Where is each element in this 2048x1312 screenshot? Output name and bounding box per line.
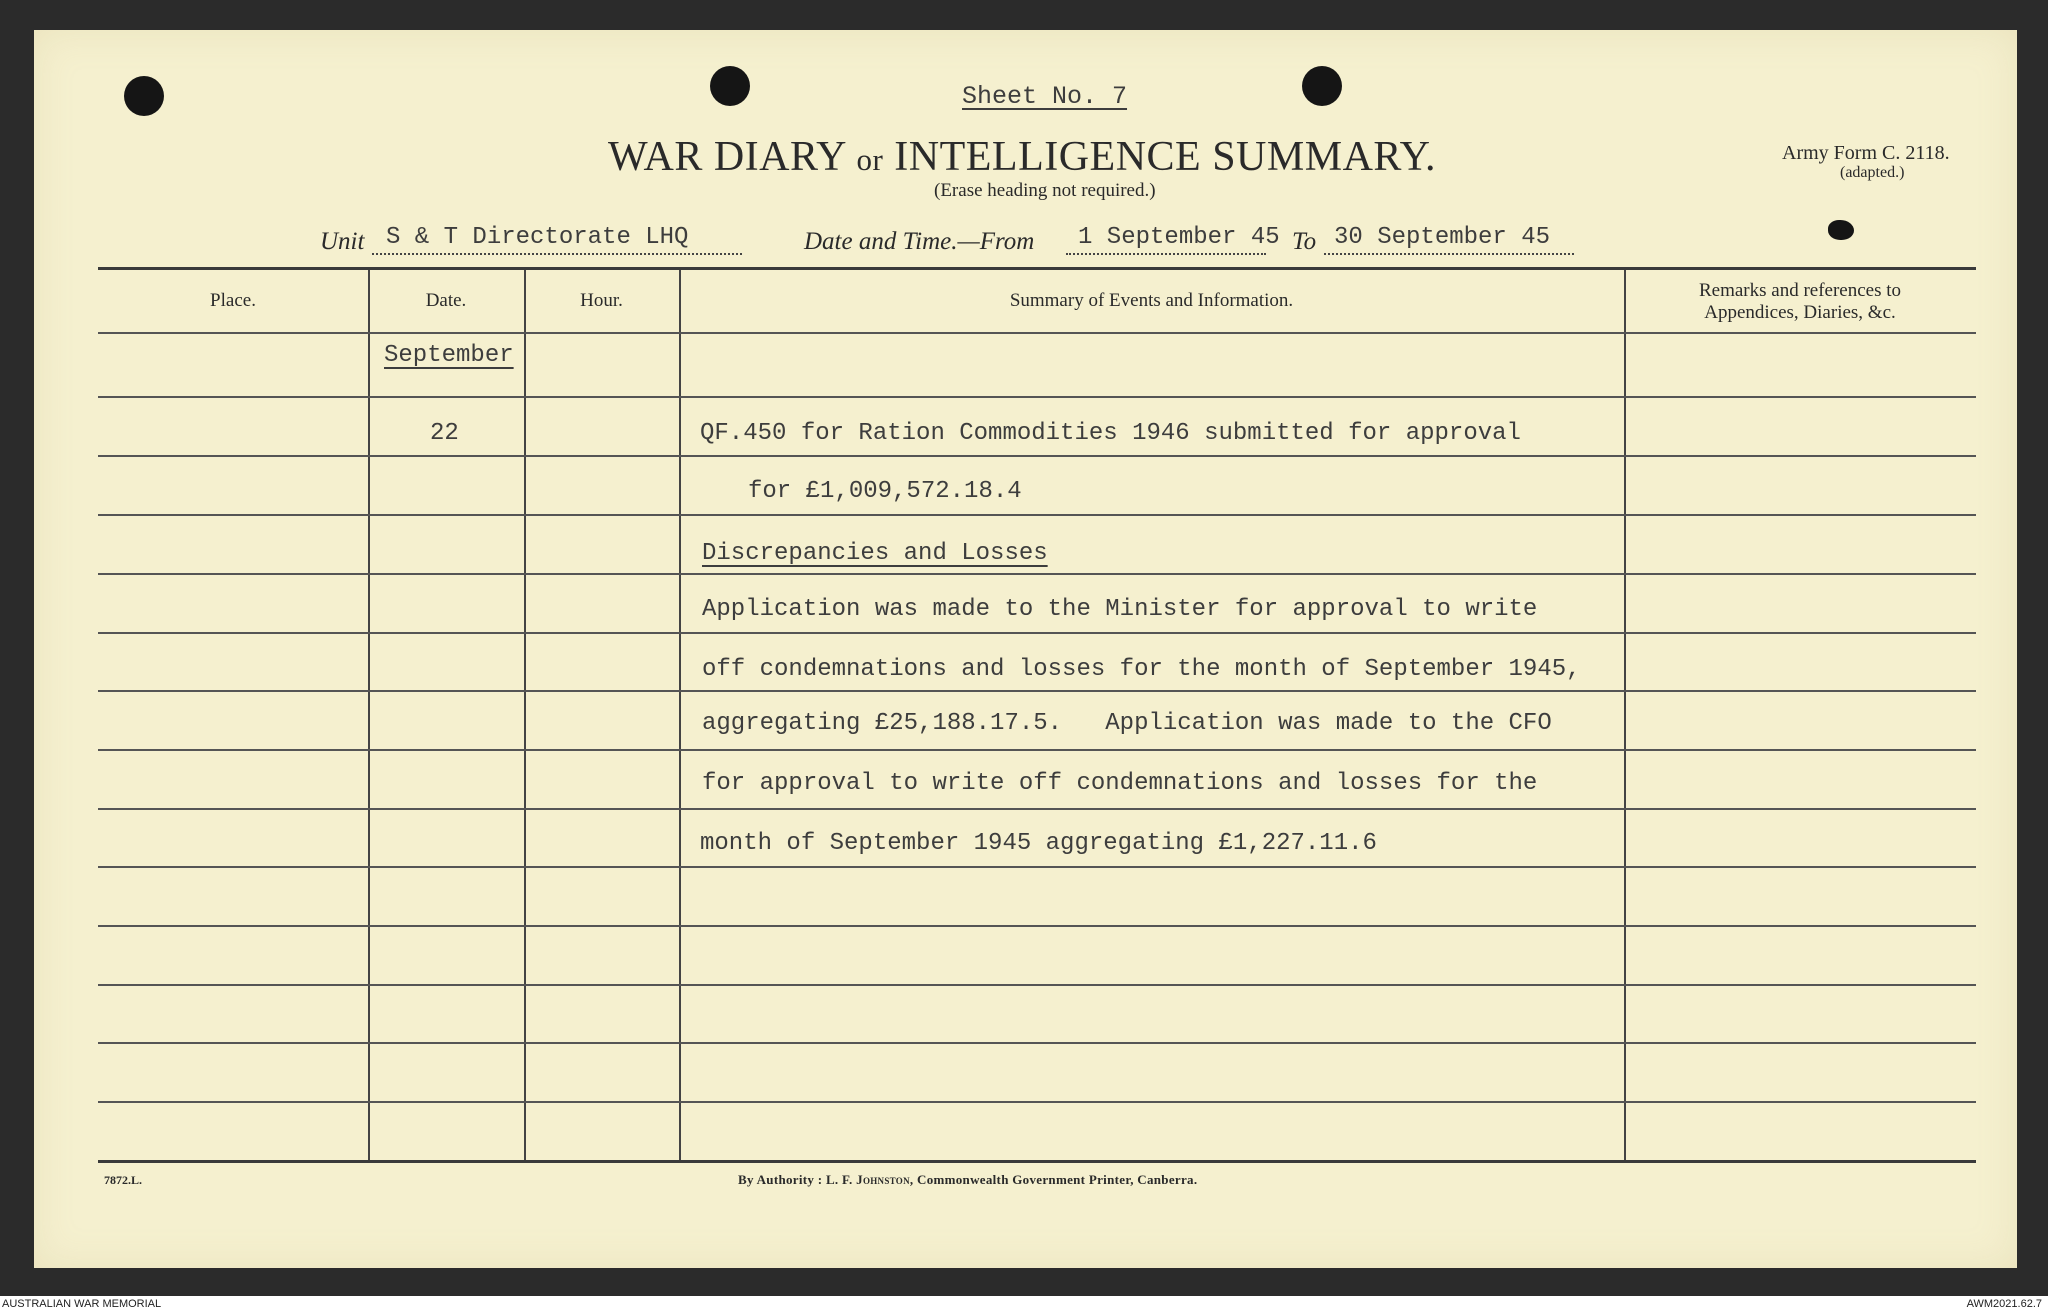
unit-date-line — [34, 224, 2017, 264]
punch-hole-center — [710, 66, 750, 106]
unit-dotted-rule — [372, 253, 742, 255]
ruled-line — [98, 632, 1976, 634]
footer-institution: AUSTRALIAN WAR MEMORIAL — [2, 1298, 162, 1310]
ruled-line — [98, 1101, 1976, 1103]
ruled-line — [98, 808, 1976, 810]
printer-imprint — [738, 1172, 1197, 1188]
summary-line-1: QF.450 for Ration Commodities 1946 submitted for approval — [700, 420, 1521, 447]
form-code: 7872.L. — [104, 1173, 143, 1187]
summary-line-4: Application was made to the Minister for approval to write — [702, 596, 1538, 623]
ruled-line — [98, 1042, 1976, 1044]
ruled-line — [98, 690, 1976, 692]
ruled-line — [98, 514, 1976, 516]
header-date: Date. — [425, 290, 467, 311]
column-divider-2 — [524, 270, 526, 1162]
header-remarks-line1: Remarks and references to — [1698, 280, 1902, 301]
to-label: To — [1292, 228, 1317, 255]
ruled-line — [98, 396, 1976, 398]
from-date-value: 1 September 45 — [1078, 224, 1280, 251]
punch-hole-right — [1302, 66, 1342, 106]
table-top-rule — [98, 267, 1976, 270]
header-hour: Hour. — [580, 290, 623, 311]
army-form-adapted: (adapted.) — [1840, 164, 1905, 181]
imprint-suffix: Commonwealth Government Printer, Canberra. — [917, 1172, 1198, 1187]
ruled-line — [98, 749, 1976, 751]
summary-line-7: for approval to write off condemnations and losses for the — [702, 770, 1538, 797]
imprint-printer-name: L. F. Johnston, — [825, 1172, 914, 1187]
summary-line-2: for £1,009,572.18.4 — [748, 478, 1022, 505]
form-title — [608, 133, 1436, 181]
date-time-from-label: Date and Time.—From — [804, 228, 1035, 255]
header-place: Place. — [210, 290, 256, 311]
erase-note: (Erase heading not required.) — [934, 180, 1156, 201]
ruled-line — [98, 573, 1976, 575]
summary-line-6: aggregating £25,188.17.5. Application was made to the CFO — [702, 710, 1552, 737]
column-divider-3 — [679, 270, 681, 1162]
column-divider-1 — [368, 270, 370, 1162]
summary-line-8: month of September 1945 aggregating £1,227.11.6 — [700, 830, 1377, 857]
ruled-line — [98, 455, 1976, 457]
title-or: or — [856, 142, 884, 177]
army-form-number: Army Form C. 2118. — [1782, 142, 1950, 164]
to-dotted-rule — [1324, 253, 1574, 255]
summary-subheading: Discrepancies and Losses — [702, 540, 1048, 567]
ruled-line — [98, 332, 1976, 334]
from-dotted-rule — [1066, 253, 1266, 255]
imprint-prefix: By Authority : — [738, 1172, 823, 1187]
punch-hole-left — [124, 76, 164, 116]
date-day: 22 — [430, 420, 459, 447]
ruled-line — [98, 925, 1976, 927]
header-remarks-line2: Appendices, Diaries, &c. — [1704, 302, 1896, 323]
ruled-line — [98, 984, 1976, 986]
date-month: September — [384, 342, 514, 369]
unit-value: S & T Directorate LHQ — [386, 224, 689, 251]
sheet-number: Sheet No. 7 — [962, 82, 1128, 111]
diary-sheet — [34, 30, 2017, 1268]
to-date-value: 30 September 45 — [1334, 224, 1551, 251]
ruled-line — [98, 866, 1976, 868]
title-war-diary: WAR DIARY — [608, 134, 846, 180]
title-intelligence-summary: INTELLIGENCE SUMMARY. — [894, 134, 1437, 180]
column-divider-4 — [1624, 270, 1626, 1162]
footer-accession: AWM2021.62.7 — [1966, 1298, 2042, 1310]
archive-footer — [0, 1296, 2048, 1312]
table-bottom-rule — [98, 1160, 1976, 1163]
summary-line-5: off condemnations and losses for the month of September 1945, — [702, 656, 1581, 683]
unit-label: Unit — [320, 228, 365, 255]
header-summary: Summary of Events and Information. — [1009, 290, 1294, 311]
